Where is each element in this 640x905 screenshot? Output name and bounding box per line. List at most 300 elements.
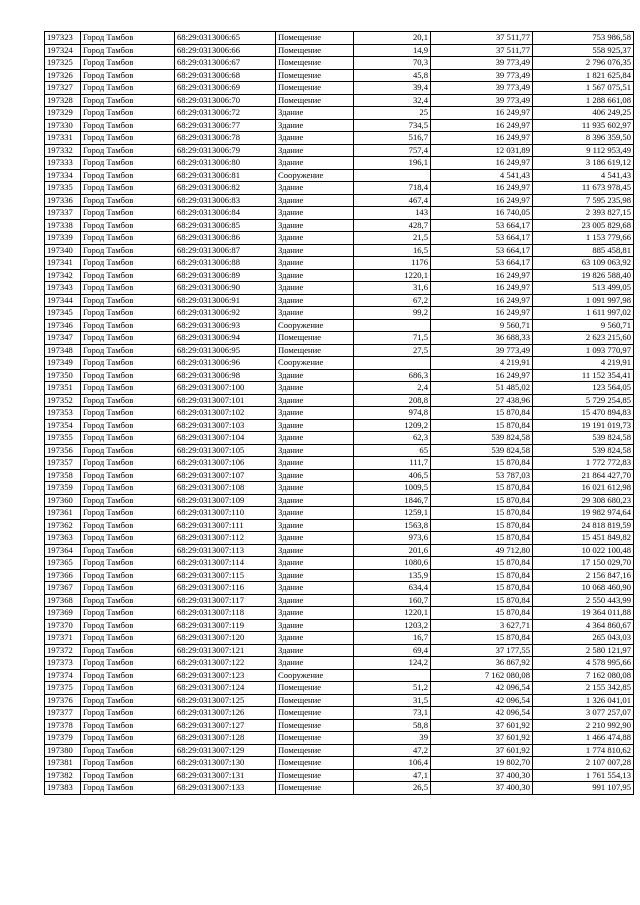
cadastral-number-cell: 68:29:0313007:116	[175, 582, 276, 595]
locality-cell: Город Тамбов	[81, 307, 175, 320]
specific-value-cell: 27 438,96	[431, 394, 533, 407]
object-type-cell: Здание	[276, 294, 354, 307]
table-row	[45, 257, 634, 270]
area-cell: 2,4	[354, 382, 431, 395]
row-number-cell: 197347	[45, 332, 81, 345]
cadastral-value-cell: 11 673 978,45	[533, 182, 634, 195]
cadastral-value-cell: 1 821 625,84	[533, 69, 634, 82]
area-cell: 1203,2	[354, 619, 431, 632]
specific-value-cell: 37 601,92	[431, 732, 533, 745]
specific-value-cell: 37 601,92	[431, 719, 533, 732]
row-number-cell: 197361	[45, 507, 81, 520]
table-row	[45, 619, 634, 632]
object-type-cell: Помещение	[276, 719, 354, 732]
object-type-cell: Здание	[276, 394, 354, 407]
table-row	[45, 669, 634, 682]
area-cell: 65	[354, 444, 431, 457]
specific-value-cell: 3 627,71	[431, 619, 533, 632]
cadastral-value-cell: 2 107 007,28	[533, 757, 634, 770]
locality-cell: Город Тамбов	[81, 319, 175, 332]
specific-value-cell: 15 870,84	[431, 419, 533, 432]
area-cell: 196,1	[354, 157, 431, 170]
row-number-cell: 197334	[45, 169, 81, 182]
object-type-cell: Здание	[276, 457, 354, 470]
area-cell	[354, 169, 431, 182]
table-row	[45, 444, 634, 457]
row-number-cell: 197349	[45, 357, 81, 370]
specific-value-cell: 37 400,30	[431, 769, 533, 782]
row-number-cell: 197366	[45, 569, 81, 582]
row-number-cell: 197383	[45, 782, 81, 795]
object-type-cell: Здание	[276, 644, 354, 657]
specific-value-cell: 42 096,54	[431, 682, 533, 695]
specific-value-cell: 53 664,17	[431, 232, 533, 245]
table-row	[45, 469, 634, 482]
cadastral-value-cell: 3 077 257,07	[533, 707, 634, 720]
locality-cell: Город Тамбов	[81, 494, 175, 507]
cadastral-number-cell: 68:29:0313006:91	[175, 294, 276, 307]
object-type-cell: Здание	[276, 232, 354, 245]
table-row	[45, 507, 634, 520]
table-row	[45, 707, 634, 720]
area-cell: 20,1	[354, 32, 431, 45]
specific-value-cell: 15 870,84	[431, 532, 533, 545]
area-cell: 1209,2	[354, 419, 431, 432]
cadastral-value-cell: 9 112 953,49	[533, 144, 634, 157]
locality-cell: Город Тамбов	[81, 632, 175, 645]
cadastral-value-cell: 63 109 063,92	[533, 257, 634, 270]
area-cell: 718,4	[354, 182, 431, 195]
cadastral-value-cell: 8 396 359,50	[533, 132, 634, 145]
area-cell: 467,4	[354, 194, 431, 207]
table-row	[45, 94, 634, 107]
row-number-cell: 197330	[45, 119, 81, 132]
cadastral-number-cell: 68:29:0313006:90	[175, 282, 276, 295]
cadastral-value-cell: 885 458,81	[533, 244, 634, 257]
cadastral-number-cell: 68:29:0313007:106	[175, 457, 276, 470]
object-type-cell: Здание	[276, 269, 354, 282]
table-row	[45, 644, 634, 657]
specific-value-cell: 15 870,84	[431, 519, 533, 532]
specific-value-cell: 49 712,80	[431, 544, 533, 557]
cadastral-value-cell: 1 567 075,51	[533, 82, 634, 95]
cadastral-number-cell: 68:29:0313007:114	[175, 557, 276, 570]
specific-value-cell: 15 870,84	[431, 457, 533, 470]
cadastral-value-cell: 1 774 810,62	[533, 744, 634, 757]
locality-cell: Город Тамбов	[81, 607, 175, 620]
area-cell: 73,1	[354, 707, 431, 720]
specific-value-cell: 16 249,97	[431, 369, 533, 382]
object-type-cell: Здание	[276, 619, 354, 632]
locality-cell: Город Тамбов	[81, 119, 175, 132]
cadastral-number-cell: 68:29:0313007:101	[175, 394, 276, 407]
row-number-cell: 197324	[45, 44, 81, 57]
cadastral-value-cell: 1 153 779,66	[533, 232, 634, 245]
row-number-cell: 197365	[45, 557, 81, 570]
cadastral-value-cell: 1 611 997,02	[533, 307, 634, 320]
row-number-cell: 197331	[45, 132, 81, 145]
row-number-cell: 197325	[45, 57, 81, 70]
cadastral-number-cell: 68:29:0313006:86	[175, 232, 276, 245]
locality-cell: Город Тамбов	[81, 44, 175, 57]
cadastral-number-cell: 68:29:0313007:121	[175, 644, 276, 657]
table-row	[45, 144, 634, 157]
object-type-cell: Здание	[276, 282, 354, 295]
specific-value-cell: 16 249,97	[431, 132, 533, 145]
table-row	[45, 544, 634, 557]
area-cell: 99,2	[354, 307, 431, 320]
locality-cell: Город Тамбов	[81, 382, 175, 395]
specific-value-cell: 39 773,49	[431, 69, 533, 82]
table-row	[45, 319, 634, 332]
data-table	[44, 31, 634, 795]
area-cell: 69,4	[354, 644, 431, 657]
locality-cell: Город Тамбов	[81, 219, 175, 232]
cadastral-number-cell: 68:29:0313006:77	[175, 119, 276, 132]
specific-value-cell: 36 867,92	[431, 657, 533, 670]
row-number-cell: 197353	[45, 407, 81, 420]
row-number-cell: 197371	[45, 632, 81, 645]
table-body	[45, 32, 634, 795]
locality-cell: Город Тамбов	[81, 169, 175, 182]
specific-value-cell: 15 870,84	[431, 607, 533, 620]
object-type-cell: Помещение	[276, 94, 354, 107]
area-cell: 106,4	[354, 757, 431, 770]
row-number-cell: 197340	[45, 244, 81, 257]
object-type-cell: Здание	[276, 544, 354, 557]
table-row	[45, 519, 634, 532]
area-cell: 31,5	[354, 694, 431, 707]
object-type-cell: Здание	[276, 194, 354, 207]
cadastral-number-cell: 68:29:0313007:117	[175, 594, 276, 607]
object-type-cell: Помещение	[276, 782, 354, 795]
cadastral-value-cell: 17 150 029,70	[533, 557, 634, 570]
specific-value-cell: 16 249,97	[431, 269, 533, 282]
cadastral-number-cell: 68:29:0313006:72	[175, 107, 276, 120]
locality-cell: Город Тамбов	[81, 457, 175, 470]
object-type-cell: Здание	[276, 494, 354, 507]
locality-cell: Город Тамбов	[81, 157, 175, 170]
row-number-cell: 197348	[45, 344, 81, 357]
specific-value-cell: 37 400,30	[431, 782, 533, 795]
table-row	[45, 607, 634, 620]
table-row	[45, 232, 634, 245]
cadastral-number-cell: 68:29:0313007:125	[175, 694, 276, 707]
specific-value-cell: 53 787,03	[431, 469, 533, 482]
table-row	[45, 582, 634, 595]
cadastral-value-cell: 1 091 997,98	[533, 294, 634, 307]
locality-cell: Город Тамбов	[81, 69, 175, 82]
row-number-cell: 197328	[45, 94, 81, 107]
locality-cell: Город Тамбов	[81, 682, 175, 695]
table-row	[45, 569, 634, 582]
area-cell: 14,9	[354, 44, 431, 57]
locality-cell: Город Тамбов	[81, 469, 175, 482]
cadastral-number-cell: 68:29:0313006:68	[175, 69, 276, 82]
cadastral-number-cell: 68:29:0313006:96	[175, 357, 276, 370]
locality-cell: Город Тамбов	[81, 269, 175, 282]
specific-value-cell: 16 249,97	[431, 294, 533, 307]
area-cell: 406,5	[354, 469, 431, 482]
table-row	[45, 294, 634, 307]
row-number-cell: 197369	[45, 607, 81, 620]
cadastral-number-cell: 68:29:0313006:83	[175, 194, 276, 207]
cadastral-number-cell: 68:29:0313006:88	[175, 257, 276, 270]
table-row	[45, 269, 634, 282]
specific-value-cell: 16 249,97	[431, 307, 533, 320]
object-type-cell: Здание	[276, 157, 354, 170]
cadastral-value-cell: 1 326 041,01	[533, 694, 634, 707]
locality-cell: Город Тамбов	[81, 419, 175, 432]
row-number-cell: 197358	[45, 469, 81, 482]
cadastral-value-cell: 7 162 080,08	[533, 669, 634, 682]
specific-value-cell: 37 177,55	[431, 644, 533, 657]
row-number-cell: 197329	[45, 107, 81, 120]
table-row	[45, 594, 634, 607]
locality-cell: Город Тамбов	[81, 432, 175, 445]
cadastral-number-cell: 68:29:0313006:93	[175, 319, 276, 332]
row-number-cell: 197332	[45, 144, 81, 157]
specific-value-cell: 4 541,43	[431, 169, 533, 182]
area-cell: 39	[354, 732, 431, 745]
area-cell: 47,2	[354, 744, 431, 757]
row-number-cell: 197374	[45, 669, 81, 682]
cadastral-value-table	[44, 31, 631, 795]
area-cell: 1080,6	[354, 557, 431, 570]
cadastral-number-cell: 68:29:0313006:95	[175, 344, 276, 357]
row-number-cell: 197343	[45, 282, 81, 295]
cadastral-value-cell: 19 982 974,64	[533, 507, 634, 520]
locality-cell: Город Тамбов	[81, 532, 175, 545]
area-cell: 124,2	[354, 657, 431, 670]
table-row	[45, 782, 634, 795]
row-number-cell: 197344	[45, 294, 81, 307]
locality-cell: Город Тамбов	[81, 107, 175, 120]
area-cell: 26,5	[354, 782, 431, 795]
row-number-cell: 197341	[45, 257, 81, 270]
cadastral-number-cell: 68:29:0313007:108	[175, 482, 276, 495]
row-number-cell: 197375	[45, 682, 81, 695]
object-type-cell: Помещение	[276, 682, 354, 695]
object-type-cell: Помещение	[276, 757, 354, 770]
area-cell: 21,5	[354, 232, 431, 245]
cadastral-value-cell: 4 541,43	[533, 169, 634, 182]
locality-cell: Город Тамбов	[81, 407, 175, 420]
cadastral-value-cell: 29 308 680,23	[533, 494, 634, 507]
locality-cell: Город Тамбов	[81, 732, 175, 745]
specific-value-cell: 15 870,84	[431, 482, 533, 495]
cadastral-number-cell: 68:29:0313007:131	[175, 769, 276, 782]
specific-value-cell: 42 096,54	[431, 694, 533, 707]
table-row	[45, 44, 634, 57]
specific-value-cell: 39 773,49	[431, 57, 533, 70]
table-row	[45, 357, 634, 370]
cadastral-value-cell: 2 210 992,90	[533, 719, 634, 732]
cadastral-value-cell: 2 623 215,60	[533, 332, 634, 345]
specific-value-cell: 15 870,84	[431, 557, 533, 570]
cadastral-value-cell: 513 499,05	[533, 282, 634, 295]
table-row	[45, 119, 634, 132]
cadastral-value-cell: 2 155 342,85	[533, 682, 634, 695]
specific-value-cell: 16 249,97	[431, 194, 533, 207]
row-number-cell: 197373	[45, 657, 81, 670]
specific-value-cell: 15 870,84	[431, 569, 533, 582]
area-cell: 111,7	[354, 457, 431, 470]
cadastral-value-cell: 1 093 770,97	[533, 344, 634, 357]
table-row	[45, 219, 634, 232]
locality-cell: Город Тамбов	[81, 357, 175, 370]
object-type-cell: Здание	[276, 632, 354, 645]
row-number-cell: 197355	[45, 432, 81, 445]
locality-cell: Город Тамбов	[81, 757, 175, 770]
cadastral-value-cell: 19 364 011,88	[533, 607, 634, 620]
object-type-cell: Здание	[276, 607, 354, 620]
table-row	[45, 657, 634, 670]
row-number-cell: 197323	[45, 32, 81, 45]
area-cell: 1563,8	[354, 519, 431, 532]
object-type-cell: Здание	[276, 119, 354, 132]
table-row	[45, 632, 634, 645]
specific-value-cell: 37 601,92	[431, 744, 533, 757]
locality-cell: Город Тамбов	[81, 582, 175, 595]
locality-cell: Город Тамбов	[81, 482, 175, 495]
specific-value-cell: 12 031,89	[431, 144, 533, 157]
object-type-cell: Здание	[276, 419, 354, 432]
cadastral-number-cell: 68:29:0313007:128	[175, 732, 276, 745]
cadastral-value-cell: 10 068 460,90	[533, 582, 634, 595]
object-type-cell: Здание	[276, 569, 354, 582]
object-type-cell: Здание	[276, 557, 354, 570]
row-number-cell: 197382	[45, 769, 81, 782]
cadastral-number-cell: 68:29:0313006:85	[175, 219, 276, 232]
cadastral-number-cell: 68:29:0313006:84	[175, 207, 276, 220]
specific-value-cell: 39 773,49	[431, 344, 533, 357]
object-type-cell: Помещение	[276, 82, 354, 95]
area-cell: 27,5	[354, 344, 431, 357]
table-row	[45, 344, 634, 357]
cadastral-number-cell: 68:29:0313007:105	[175, 444, 276, 457]
object-type-cell: Помещение	[276, 694, 354, 707]
area-cell: 1220,1	[354, 607, 431, 620]
cadastral-number-cell: 68:29:0313007:122	[175, 657, 276, 670]
area-cell: 1846,7	[354, 494, 431, 507]
area-cell: 16,7	[354, 632, 431, 645]
specific-value-cell: 42 096,54	[431, 707, 533, 720]
locality-cell: Город Тамбов	[81, 182, 175, 195]
row-number-cell: 197360	[45, 494, 81, 507]
cadastral-value-cell: 3 186 619,12	[533, 157, 634, 170]
row-number-cell: 197379	[45, 732, 81, 745]
cadastral-number-cell: 68:29:0313007:111	[175, 519, 276, 532]
row-number-cell: 197352	[45, 394, 81, 407]
cadastral-value-cell: 19 826 588,40	[533, 269, 634, 282]
cadastral-value-cell: 1 288 661,08	[533, 94, 634, 107]
locality-cell: Город Тамбов	[81, 782, 175, 795]
cadastral-value-cell: 4 578 995,66	[533, 657, 634, 670]
locality-cell: Город Тамбов	[81, 444, 175, 457]
table-row	[45, 432, 634, 445]
object-type-cell: Здание	[276, 369, 354, 382]
cadastral-number-cell: 68:29:0313006:89	[175, 269, 276, 282]
cadastral-number-cell: 68:29:0313007:113	[175, 544, 276, 557]
specific-value-cell: 16 249,97	[431, 119, 533, 132]
table-row	[45, 419, 634, 432]
object-type-cell: Помещение	[276, 769, 354, 782]
row-number-cell: 197337	[45, 207, 81, 220]
table-row	[45, 332, 634, 345]
row-number-cell: 197335	[45, 182, 81, 195]
object-type-cell: Здание	[276, 182, 354, 195]
object-type-cell: Здание	[276, 257, 354, 270]
specific-value-cell: 16 249,97	[431, 282, 533, 295]
locality-cell: Город Тамбов	[81, 694, 175, 707]
cadastral-value-cell: 539 824,58	[533, 432, 634, 445]
cadastral-value-cell: 265 043,03	[533, 632, 634, 645]
specific-value-cell: 9 560,71	[431, 319, 533, 332]
locality-cell: Город Тамбов	[81, 207, 175, 220]
cadastral-value-cell: 2 550 443,99	[533, 594, 634, 607]
table-row	[45, 757, 634, 770]
table-row	[45, 32, 634, 45]
table-row	[45, 282, 634, 295]
locality-cell: Город Тамбов	[81, 132, 175, 145]
area-cell: 58,8	[354, 719, 431, 732]
row-number-cell: 197362	[45, 519, 81, 532]
table-row	[45, 182, 634, 195]
cadastral-number-cell: 68:29:0313007:126	[175, 707, 276, 720]
specific-value-cell: 16 249,97	[431, 107, 533, 120]
row-number-cell: 197336	[45, 194, 81, 207]
locality-cell: Город Тамбов	[81, 619, 175, 632]
locality-cell: Город Тамбов	[81, 82, 175, 95]
cadastral-number-cell: 68:29:0313007:104	[175, 432, 276, 445]
area-cell: 516,7	[354, 132, 431, 145]
locality-cell: Город Тамбов	[81, 344, 175, 357]
cadastral-value-cell: 10 022 100,48	[533, 544, 634, 557]
area-cell: 51,2	[354, 682, 431, 695]
area-cell: 1220,1	[354, 269, 431, 282]
area-cell: 47,1	[354, 769, 431, 782]
area-cell: 1009,5	[354, 482, 431, 495]
cadastral-number-cell: 68:29:0313006:87	[175, 244, 276, 257]
cadastral-number-cell: 68:29:0313006:79	[175, 144, 276, 157]
object-type-cell: Здание	[276, 519, 354, 532]
area-cell: 32,4	[354, 94, 431, 107]
row-number-cell: 197381	[45, 757, 81, 770]
row-number-cell: 197342	[45, 269, 81, 282]
cadastral-number-cell: 68:29:0313007:102	[175, 407, 276, 420]
table-row	[45, 482, 634, 495]
specific-value-cell: 15 870,84	[431, 494, 533, 507]
table-row	[45, 57, 634, 70]
area-cell	[354, 669, 431, 682]
table-row	[45, 369, 634, 382]
locality-cell: Город Тамбов	[81, 144, 175, 157]
cadastral-value-cell: 2 796 076,35	[533, 57, 634, 70]
table-row	[45, 307, 634, 320]
specific-value-cell: 53 664,17	[431, 219, 533, 232]
area-cell: 143	[354, 207, 431, 220]
cadastral-value-cell: 15 470 894,83	[533, 407, 634, 420]
object-type-cell: Здание	[276, 507, 354, 520]
row-number-cell: 197350	[45, 369, 81, 382]
area-cell: 974,8	[354, 407, 431, 420]
area-cell: 734,5	[354, 119, 431, 132]
locality-cell: Город Тамбов	[81, 507, 175, 520]
row-number-cell: 197345	[45, 307, 81, 320]
specific-value-cell: 36 688,33	[431, 332, 533, 345]
table-row	[45, 194, 634, 207]
